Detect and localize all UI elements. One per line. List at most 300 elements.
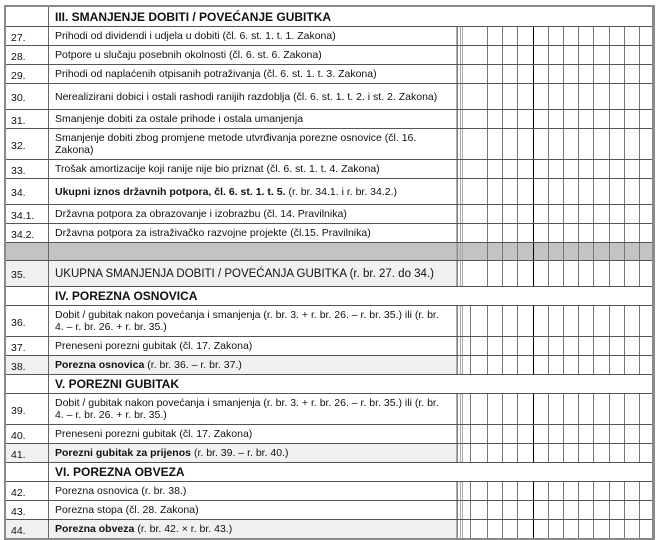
digit-cell[interactable] xyxy=(548,306,563,336)
amount-input-cells[interactable] xyxy=(457,179,654,204)
digit-cell[interactable] xyxy=(533,46,548,64)
digit-cell[interactable] xyxy=(533,179,548,204)
digit-cell[interactable] xyxy=(460,501,470,519)
row-number: 32. xyxy=(6,129,49,159)
digit-cell[interactable] xyxy=(578,205,593,223)
digit-cell[interactable] xyxy=(502,179,517,204)
digit-cell[interactable] xyxy=(609,444,624,462)
digit-cell[interactable] xyxy=(517,425,532,443)
digit-cell[interactable] xyxy=(639,160,654,178)
row-number: 34.1. xyxy=(6,205,49,223)
digit-cell[interactable] xyxy=(609,27,624,45)
digit-cell[interactable] xyxy=(470,356,487,374)
digit-cell[interactable] xyxy=(563,444,578,462)
digit-cell[interactable] xyxy=(460,27,487,45)
digit-cell[interactable] xyxy=(502,27,517,45)
digit-cell[interactable] xyxy=(502,110,517,128)
digit-cell[interactable] xyxy=(487,160,502,178)
digit-cell[interactable] xyxy=(563,160,578,178)
row-label-text: V. POREZNI GUBITAK xyxy=(55,377,180,391)
row-label xyxy=(49,84,457,109)
digit-cell[interactable] xyxy=(624,425,639,443)
amount-input-cells[interactable] xyxy=(457,27,654,45)
digit-cell[interactable] xyxy=(548,482,563,500)
digit-cell[interactable] xyxy=(487,129,502,159)
digit-cell[interactable] xyxy=(470,501,487,519)
digit-cell[interactable] xyxy=(502,337,517,355)
digit-cell[interactable] xyxy=(460,110,487,128)
digit-cell[interactable] xyxy=(593,306,608,336)
digit-cell[interactable] xyxy=(609,520,624,538)
digit-cell[interactable] xyxy=(533,425,548,443)
digit-cell[interactable] xyxy=(517,110,532,128)
digit-cell[interactable] xyxy=(517,129,532,159)
digit-cell[interactable] xyxy=(609,425,624,443)
row-label xyxy=(49,27,457,45)
digit-cell[interactable] xyxy=(517,501,532,519)
digit-cell[interactable] xyxy=(502,160,517,178)
digit-cell[interactable] xyxy=(548,65,563,83)
amount-input-cells[interactable] xyxy=(457,482,654,500)
amount-input-cells[interactable] xyxy=(457,356,654,374)
amount-input-cells[interactable] xyxy=(457,337,654,355)
form-row xyxy=(6,26,652,45)
digit-cell[interactable] xyxy=(578,110,593,128)
digit-cell[interactable] xyxy=(487,356,502,374)
digit-cell[interactable] xyxy=(578,394,593,424)
digit-cell[interactable] xyxy=(624,261,639,286)
digit-cell[interactable] xyxy=(593,84,608,109)
digit-cell[interactable] xyxy=(533,84,548,109)
digit-cell[interactable] xyxy=(517,160,532,178)
digit-cell[interactable] xyxy=(563,337,578,355)
row-number: 35. xyxy=(6,261,49,286)
digit-cell[interactable] xyxy=(533,27,548,45)
digit-cell[interactable] xyxy=(502,84,517,109)
digit-cell[interactable] xyxy=(624,337,639,355)
digit-cell[interactable] xyxy=(593,261,608,286)
digit-cell[interactable] xyxy=(578,425,593,443)
digit-cell[interactable] xyxy=(487,306,502,336)
digit-cell[interactable] xyxy=(578,27,593,45)
digit-cell[interactable] xyxy=(593,224,608,242)
digit-cell[interactable] xyxy=(563,482,578,500)
digit-cell[interactable] xyxy=(639,27,654,45)
digit-cell[interactable] xyxy=(533,65,548,83)
digit-cell[interactable] xyxy=(639,65,654,83)
digit-cell[interactable] xyxy=(639,179,654,204)
digit-cell[interactable] xyxy=(502,306,517,336)
digit-cell[interactable] xyxy=(502,224,517,242)
digit-cell[interactable] xyxy=(563,501,578,519)
digit-cell[interactable] xyxy=(609,224,624,242)
digit-cell[interactable] xyxy=(548,205,563,223)
digit-cell[interactable] xyxy=(624,224,639,242)
digit-cell[interactable] xyxy=(533,444,548,462)
digit-cell[interactable] xyxy=(609,160,624,178)
digit-cell[interactable] xyxy=(517,520,532,538)
digit-cell[interactable] xyxy=(609,394,624,424)
digit-cell[interactable] xyxy=(578,224,593,242)
digit-cell[interactable] xyxy=(502,205,517,223)
row-number: 30. xyxy=(6,84,49,109)
digit-cell[interactable] xyxy=(563,84,578,109)
digit-cell[interactable] xyxy=(593,46,608,64)
digit-cell[interactable] xyxy=(470,306,487,336)
digit-cell[interactable] xyxy=(460,46,487,64)
digit-cell[interactable] xyxy=(593,27,608,45)
digit-cell[interactable] xyxy=(548,160,563,178)
digit-cell[interactable] xyxy=(609,129,624,159)
amount-input-cells[interactable] xyxy=(457,425,654,443)
amount-input-cells[interactable] xyxy=(457,501,654,519)
digit-cell[interactable] xyxy=(487,224,502,242)
digit-cell[interactable] xyxy=(609,306,624,336)
digit-cell[interactable] xyxy=(624,501,639,519)
digit-cell[interactable] xyxy=(487,84,502,109)
digit-cell[interactable] xyxy=(517,224,532,242)
digit-cell[interactable] xyxy=(502,129,517,159)
digit-cell[interactable] xyxy=(563,205,578,223)
digit-cell[interactable] xyxy=(563,306,578,336)
digit-cell[interactable] xyxy=(548,261,563,286)
digit-cell[interactable] xyxy=(533,501,548,519)
digit-cell[interactable] xyxy=(624,160,639,178)
digit-cell[interactable] xyxy=(533,306,548,336)
digit-cell[interactable] xyxy=(502,520,517,538)
digit-cell[interactable] xyxy=(593,425,608,443)
digit-cell[interactable] xyxy=(593,482,608,500)
digit-cell[interactable] xyxy=(470,394,487,424)
amount-input-cells[interactable] xyxy=(457,520,654,538)
digit-cell[interactable] xyxy=(460,84,487,109)
digit-cell[interactable] xyxy=(593,444,608,462)
amount-input-cells[interactable] xyxy=(457,394,654,424)
digit-cell[interactable] xyxy=(517,27,532,45)
digit-cell[interactable] xyxy=(624,110,639,128)
digit-cell[interactable] xyxy=(578,179,593,204)
digit-cell[interactable] xyxy=(517,84,532,109)
digit-cell[interactable] xyxy=(460,425,470,443)
digit-cell[interactable] xyxy=(609,205,624,223)
digit-cell[interactable] xyxy=(609,356,624,374)
row-label-bold: Porezni gubitak za prijenos xyxy=(55,447,191,459)
amount-input-cells[interactable] xyxy=(457,129,654,159)
digit-cell[interactable] xyxy=(578,482,593,500)
digit-cell[interactable] xyxy=(460,160,487,178)
digit-cell[interactable] xyxy=(609,501,624,519)
digit-cell[interactable] xyxy=(517,205,532,223)
digit-cell[interactable] xyxy=(517,394,532,424)
digit-cell[interactable] xyxy=(624,520,639,538)
digit-cell[interactable] xyxy=(609,110,624,128)
digit-cell[interactable] xyxy=(502,425,517,443)
digit-cell[interactable] xyxy=(517,46,532,64)
digit-cell[interactable] xyxy=(533,520,548,538)
digit-cell[interactable] xyxy=(639,425,654,443)
digit-cell[interactable] xyxy=(470,337,487,355)
digit-cell[interactable] xyxy=(593,65,608,83)
row-label-text: (r. br. 34.1. i r. br. 34.2.) xyxy=(288,185,398,198)
digit-cell[interactable] xyxy=(487,261,502,286)
digit-cell[interactable] xyxy=(624,482,639,500)
row-number: 34. xyxy=(6,179,49,204)
digit-cell[interactable] xyxy=(502,444,517,462)
row-label xyxy=(49,337,457,355)
digit-cell[interactable] xyxy=(639,224,654,242)
digit-cell[interactable] xyxy=(578,129,593,159)
amount-input-cells[interactable] xyxy=(457,84,654,109)
digit-cell[interactable] xyxy=(487,205,502,223)
digit-cell[interactable] xyxy=(460,337,470,355)
digit-cell[interactable] xyxy=(609,179,624,204)
digit-cell[interactable] xyxy=(517,356,532,374)
digit-cell[interactable] xyxy=(578,261,593,286)
digit-cell[interactable] xyxy=(502,65,517,83)
digit-cell[interactable] xyxy=(533,129,548,159)
digit-cell[interactable] xyxy=(517,306,532,336)
amount-input-cells[interactable] xyxy=(457,261,654,286)
digit-cell[interactable] xyxy=(639,205,654,223)
amount-input-cells[interactable] xyxy=(457,306,654,336)
digit-cell[interactable] xyxy=(533,482,548,500)
digit-cell[interactable] xyxy=(578,46,593,64)
digit-cell[interactable] xyxy=(563,65,578,83)
digit-cell[interactable] xyxy=(593,160,608,178)
digit-cell[interactable] xyxy=(624,205,639,223)
digit-cell[interactable] xyxy=(460,482,470,500)
digit-cell[interactable] xyxy=(609,46,624,64)
digit-cell[interactable] xyxy=(639,520,654,538)
digit-cell[interactable] xyxy=(609,84,624,109)
digit-cell[interactable] xyxy=(639,444,654,462)
digit-cell[interactable] xyxy=(517,482,532,500)
digit-cell[interactable] xyxy=(639,261,654,286)
digit-cell[interactable] xyxy=(624,394,639,424)
digit-cell[interactable] xyxy=(460,356,470,374)
digit-cell[interactable] xyxy=(533,224,548,242)
digit-cell[interactable] xyxy=(548,444,563,462)
digit-cell[interactable] xyxy=(563,261,578,286)
digit-cell[interactable] xyxy=(460,444,470,462)
digit-cell[interactable] xyxy=(502,501,517,519)
digit-cell[interactable] xyxy=(517,337,532,355)
digit-cell[interactable] xyxy=(609,65,624,83)
digit-cell[interactable] xyxy=(609,482,624,500)
digit-cell[interactable] xyxy=(578,306,593,336)
digit-cell[interactable] xyxy=(563,224,578,242)
digit-cell[interactable] xyxy=(460,129,487,159)
digit-cell[interactable] xyxy=(533,394,548,424)
form-row xyxy=(6,159,652,178)
digit-cell[interactable] xyxy=(563,394,578,424)
digit-cell[interactable] xyxy=(578,520,593,538)
digit-cell[interactable] xyxy=(460,306,470,336)
digit-cell[interactable] xyxy=(533,205,548,223)
digit-cell[interactable] xyxy=(470,425,487,443)
digit-cell[interactable] xyxy=(624,84,639,109)
digit-cell[interactable] xyxy=(548,425,563,443)
digit-cell[interactable] xyxy=(639,482,654,500)
digit-cell[interactable] xyxy=(548,337,563,355)
digit-cell[interactable] xyxy=(460,394,470,424)
form-row xyxy=(6,443,652,462)
digit-cell[interactable] xyxy=(548,520,563,538)
digit-cell[interactable] xyxy=(548,394,563,424)
digit-cell[interactable] xyxy=(639,501,654,519)
digit-cell[interactable] xyxy=(460,224,487,242)
digit-cell[interactable] xyxy=(593,394,608,424)
digit-cell xyxy=(578,243,593,260)
digit-cell[interactable] xyxy=(548,84,563,109)
digit-cell[interactable] xyxy=(639,356,654,374)
digit-cell[interactable] xyxy=(487,46,502,64)
digit-cell[interactable] xyxy=(487,501,502,519)
digit-cell[interactable] xyxy=(533,160,548,178)
digit-cell[interactable] xyxy=(593,520,608,538)
digit-cell[interactable] xyxy=(460,179,487,204)
digit-cell[interactable] xyxy=(548,224,563,242)
digit-cell[interactable] xyxy=(502,261,517,286)
digit-cell[interactable] xyxy=(548,110,563,128)
digit-cell[interactable] xyxy=(487,520,502,538)
digit-cell[interactable] xyxy=(502,356,517,374)
digit-cell[interactable] xyxy=(487,444,502,462)
amount-input-cells[interactable] xyxy=(457,46,654,64)
row-label-text: Trošak amortizacije koji ranije nije bio priznat (čl. 6. st. 1. t. 4. Zakona) xyxy=(55,163,380,175)
digit-cell[interactable] xyxy=(578,160,593,178)
digit-cell[interactable] xyxy=(639,84,654,109)
amount-input-cells[interactable] xyxy=(457,160,654,178)
digit-cell[interactable] xyxy=(548,356,563,374)
digit-cell[interactable] xyxy=(470,520,487,538)
form-row xyxy=(6,305,652,336)
digit-cell[interactable] xyxy=(517,65,532,83)
digit-cell[interactable] xyxy=(578,444,593,462)
digit-cell[interactable] xyxy=(470,482,487,500)
digit-cell[interactable] xyxy=(487,110,502,128)
digit-cell[interactable] xyxy=(563,179,578,204)
digit-cell[interactable] xyxy=(624,65,639,83)
digit-cell[interactable] xyxy=(487,394,502,424)
digit-cell[interactable] xyxy=(460,65,487,83)
form-row xyxy=(6,223,652,242)
digit-cell[interactable] xyxy=(563,425,578,443)
digit-cell[interactable] xyxy=(517,261,532,286)
digit-cell[interactable] xyxy=(624,306,639,336)
digit-cell[interactable] xyxy=(487,425,502,443)
digit-cell[interactable] xyxy=(517,179,532,204)
digit-cell[interactable] xyxy=(578,65,593,83)
row-number: 40. xyxy=(6,425,49,443)
digit-cell[interactable] xyxy=(578,501,593,519)
digit-cell[interactable] xyxy=(624,356,639,374)
digit-cell[interactable] xyxy=(563,27,578,45)
digit-cell[interactable] xyxy=(487,482,502,500)
digit-cell[interactable] xyxy=(517,444,532,462)
digit-cell[interactable] xyxy=(563,110,578,128)
digit-cell[interactable] xyxy=(548,179,563,204)
digit-cell[interactable] xyxy=(578,84,593,109)
amount-input-cells[interactable] xyxy=(457,65,654,83)
amount-input-cells[interactable] xyxy=(457,444,654,462)
digit-cell[interactable] xyxy=(563,356,578,374)
digit-cell[interactable] xyxy=(487,27,502,45)
digit-cell[interactable] xyxy=(639,337,654,355)
row-number: 27. xyxy=(6,27,49,45)
digit-cell[interactable] xyxy=(460,205,487,223)
digit-cell[interactable] xyxy=(593,356,608,374)
digit-cell[interactable] xyxy=(593,179,608,204)
digit-cell[interactable] xyxy=(609,337,624,355)
digit-cell[interactable] xyxy=(593,129,608,159)
digit-cell[interactable] xyxy=(593,110,608,128)
digit-cell[interactable] xyxy=(487,65,502,83)
row-number: 33. xyxy=(6,160,49,178)
digit-cell[interactable] xyxy=(563,46,578,64)
digit-cell[interactable] xyxy=(548,46,563,64)
row-label-text: III. SMANJENJE DOBITI / POVEĆANJE GUBITKA xyxy=(55,9,332,24)
digit-cell[interactable] xyxy=(639,306,654,336)
digit-cell[interactable] xyxy=(487,179,502,204)
digit-cell[interactable] xyxy=(502,394,517,424)
row-number: 44. xyxy=(6,520,49,538)
digit-cell[interactable] xyxy=(533,261,548,286)
digit-cell[interactable] xyxy=(563,520,578,538)
digit-cell[interactable] xyxy=(533,337,548,355)
digit-cell[interactable] xyxy=(563,129,578,159)
digit-cell[interactable] xyxy=(593,205,608,223)
digit-cell[interactable] xyxy=(487,337,502,355)
row-number xyxy=(6,375,49,393)
amount-input-cells[interactable] xyxy=(457,110,654,128)
digit-cell xyxy=(502,243,517,260)
digit-cell[interactable] xyxy=(624,179,639,204)
amount-input-cells[interactable] xyxy=(457,243,654,260)
digit-cell[interactable] xyxy=(533,356,548,374)
digit-cell[interactable] xyxy=(548,501,563,519)
digit-cell[interactable] xyxy=(593,337,608,355)
digit-cell[interactable] xyxy=(624,444,639,462)
row-number: 28. xyxy=(6,46,49,64)
digit-cell[interactable] xyxy=(639,46,654,64)
digit-cell[interactable] xyxy=(502,482,517,500)
row-number: 36. xyxy=(6,306,49,336)
digit-cell[interactable] xyxy=(502,46,517,64)
digit-cell[interactable] xyxy=(639,129,654,159)
digit-cell[interactable] xyxy=(470,444,487,462)
row-label-text: Preneseni porezni gubitak (čl. 17. Zakona) xyxy=(55,428,253,440)
amount-input-cells[interactable] xyxy=(457,205,654,223)
form-row xyxy=(6,128,652,159)
digit-cell[interactable] xyxy=(624,46,639,64)
digit-cell[interactable] xyxy=(548,27,563,45)
digit-cell[interactable] xyxy=(624,27,639,45)
digit-cell[interactable] xyxy=(460,520,470,538)
digit-cell[interactable] xyxy=(460,261,487,286)
digit-cell xyxy=(517,243,532,260)
digit-cell[interactable] xyxy=(548,129,563,159)
digit-cell[interactable] xyxy=(639,110,654,128)
digit-cell[interactable] xyxy=(578,337,593,355)
digit-cell[interactable] xyxy=(639,394,654,424)
digit-cell[interactable] xyxy=(578,356,593,374)
digit-cell[interactable] xyxy=(533,110,548,128)
amount-input-cells[interactable] xyxy=(457,224,654,242)
digit-cell[interactable] xyxy=(609,261,624,286)
digit-cell[interactable] xyxy=(593,501,608,519)
digit-cell[interactable] xyxy=(624,129,639,159)
